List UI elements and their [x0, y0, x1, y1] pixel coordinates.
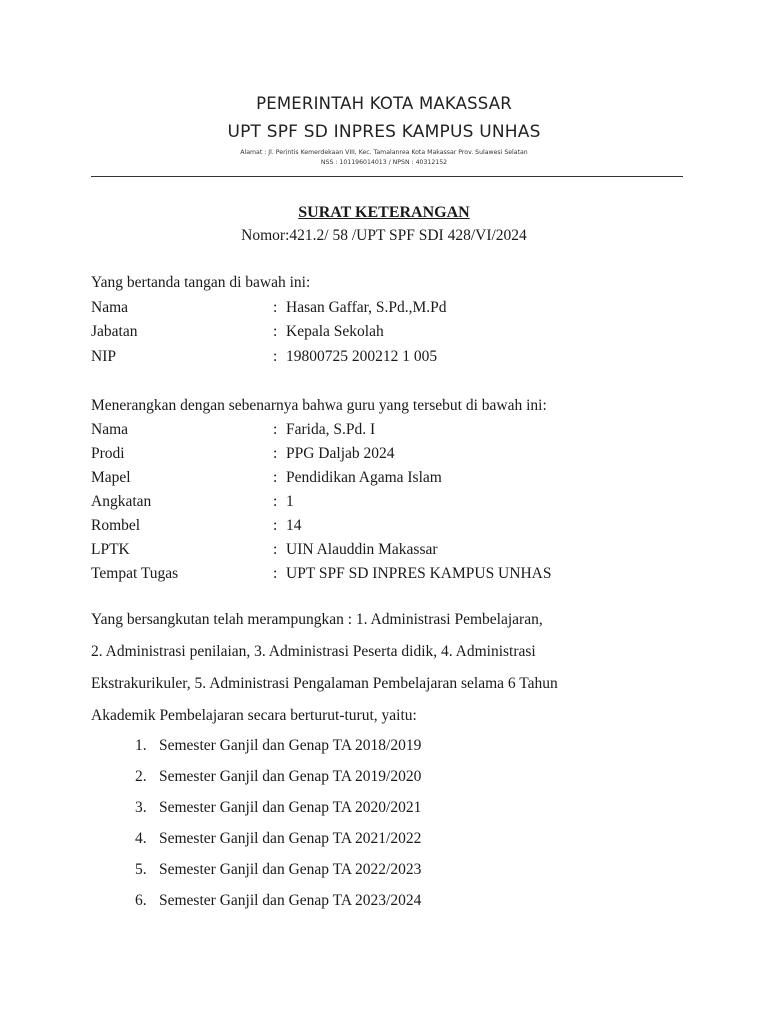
teacher-row-name: [91, 418, 691, 442]
field-label: Angkatan: [91, 493, 152, 510]
list-number: 3.: [135, 799, 147, 816]
list-number: 2.: [135, 768, 147, 785]
semester-list-item: [135, 796, 421, 820]
paragraph-line: Ekstrakurikuler, 5. Administrasi Pengalaman Pembelajaran selama 6 Tahun: [91, 675, 558, 692]
field-label: LPTK: [91, 541, 130, 558]
letterhead-nss: NSS : 101196014013 / NPSN : 40312152: [320, 159, 448, 166]
field-label: Rombel: [91, 517, 141, 534]
field-value: Pendidikan Agama Islam: [286, 469, 442, 486]
list-number: 1.: [135, 737, 147, 754]
paragraph-line: Akademik Pembelajaran secara berturut-turut, yaitu:: [91, 707, 417, 724]
letterhead-government: PEMERINTAH KOTA MAKASSAR: [256, 94, 512, 113]
semester-list-item: [135, 827, 421, 851]
signer-row-nip: [91, 345, 691, 369]
field-colon: :: [273, 565, 278, 582]
signer-row-name: [91, 296, 691, 320]
list-text: Semester Ganjil dan Genap TA 2022/2023: [159, 861, 422, 878]
field-label: Prodi: [91, 445, 125, 462]
teacher-row-program: [91, 442, 691, 466]
field-colon: :: [273, 348, 278, 365]
field-value: 1: [286, 493, 294, 510]
field-value: Farida, S.Pd. I: [286, 421, 376, 438]
field-value: UIN Alauddin Makassar: [286, 541, 438, 558]
teacher-intro: Menerangkan dengan sebenarnya bahwa guru yang tersebut di bawah ini:: [91, 397, 547, 414]
field-colon: :: [273, 541, 278, 558]
field-value: PPG Daljab 2024: [286, 445, 395, 462]
field-colon: :: [273, 493, 278, 510]
field-label: Nama: [91, 299, 129, 316]
field-label: Mapel: [91, 469, 131, 486]
semester-list-item: [135, 858, 421, 882]
field-label: Tempat Tugas: [91, 565, 179, 582]
field-label: Jabatan: [91, 323, 138, 340]
list-text: Semester Ganjil dan Genap TA 2020/2021: [159, 799, 422, 816]
list-text: Semester Ganjil dan Genap TA 2023/2024: [159, 892, 422, 909]
document-title: SURAT KETERANGAN: [298, 204, 470, 221]
list-number: 4.: [135, 830, 147, 847]
field-label: Nama: [91, 421, 129, 438]
teacher-row-subject: [91, 466, 691, 490]
list-text: Semester Ganjil dan Genap TA 2018/2019: [159, 737, 422, 754]
list-text: Semester Ganjil dan Genap TA 2019/2020: [159, 768, 422, 785]
list-text: Semester Ganjil dan Genap TA 2021/2022: [159, 830, 422, 847]
teacher-row-lptk: [91, 538, 691, 562]
field-colon: :: [273, 299, 278, 316]
field-value: 14: [286, 517, 302, 534]
title-block: [0, 203, 768, 247]
field-value: Kepala Sekolah: [286, 323, 384, 340]
field-colon: :: [273, 421, 278, 438]
document-number: Nomor:421.2/ 58 /UPT SPF SDI 428/VI/2024: [241, 227, 527, 244]
teacher-row-class: [91, 514, 691, 538]
teacher-row-workplace: [91, 562, 691, 586]
list-number: 6.: [135, 892, 147, 909]
field-colon: :: [273, 445, 278, 462]
letterhead-divider: [91, 176, 683, 177]
paragraph-line: 2. Administrasi penilaian, 3. Administrasi Peserta didik, 4. Administrasi: [91, 643, 536, 660]
field-value: Hasan Gaffar, S.Pd.,M.Pd: [286, 299, 447, 316]
letterhead-address: Alamat : Jl. Perintis Kemerdekaan VIII, Kec. Tamalanrea Kota Makassar Prov. Sulawesi Selatan: [240, 149, 528, 156]
letterhead: [0, 92, 768, 168]
field-colon: :: [273, 323, 278, 340]
field-value: 19800725 200212 1 005: [286, 348, 438, 365]
semester-list-item: [135, 889, 421, 913]
field-label: NIP: [91, 348, 116, 365]
field-value: UPT SPF SD INPRES KAMPUS UNHAS: [286, 565, 552, 582]
list-number: 5.: [135, 861, 147, 878]
semester-list-item: [135, 734, 421, 758]
semester-list-item: [135, 765, 421, 789]
paragraph-line: Yang bersangkutan telah merampungkan : 1. Administrasi Pembelajaran,: [91, 611, 543, 628]
signer-intro: Yang bertanda tangan di bawah ini:: [91, 274, 311, 291]
teacher-row-cohort: [91, 490, 691, 514]
field-colon: :: [273, 517, 278, 534]
signer-row-position: [91, 320, 691, 344]
field-colon: :: [273, 469, 278, 486]
letterhead-school: UPT SPF SD INPRES KAMPUS UNHAS: [227, 122, 541, 142]
